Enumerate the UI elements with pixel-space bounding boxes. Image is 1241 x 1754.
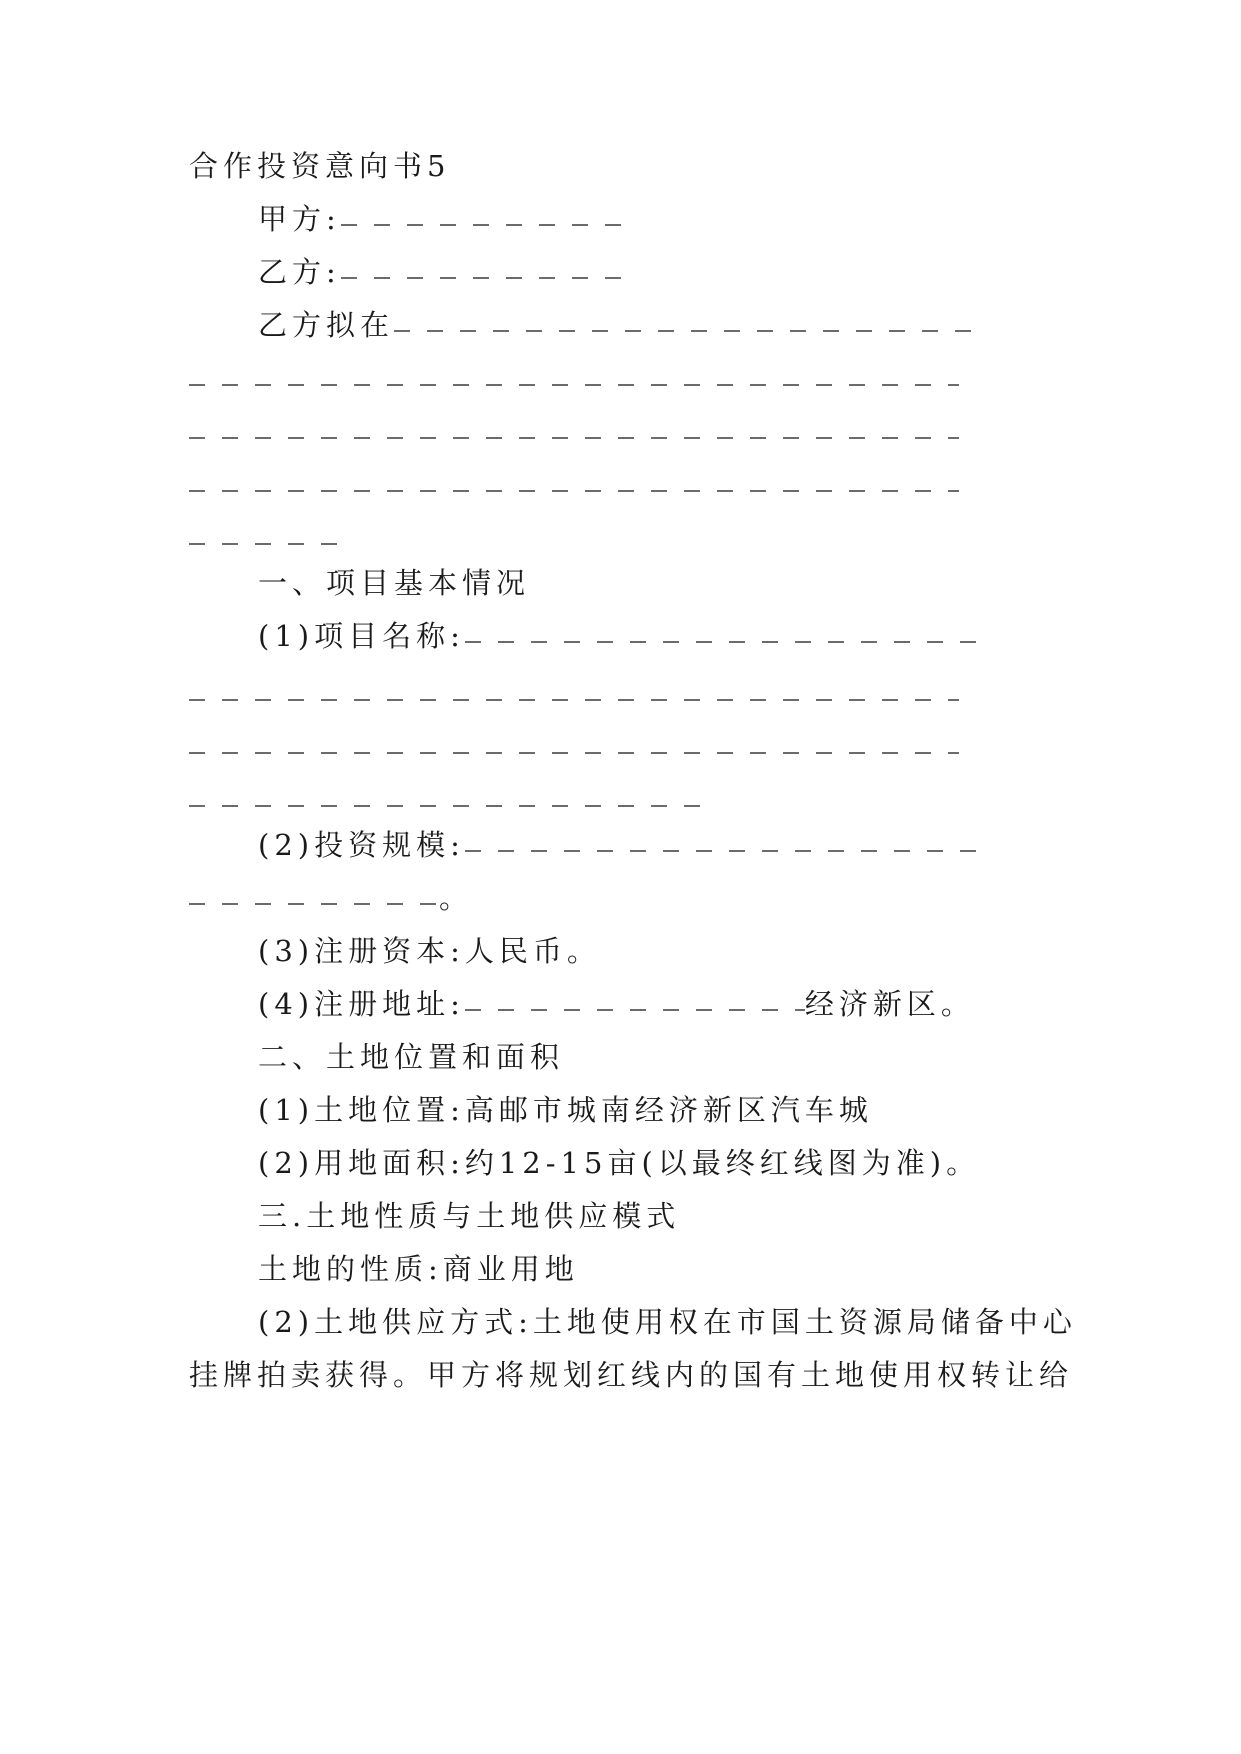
section1-heading: 一、项目基本情况 <box>258 566 531 600</box>
intent-blank-3[interactable] <box>189 437 959 439</box>
item1-label: (1)项目名称: <box>258 619 465 653</box>
project-name-blank-2[interactable] <box>189 699 959 701</box>
intent-blank-2[interactable] <box>189 384 959 386</box>
item2-suffix: 。 <box>439 881 474 915</box>
intent-blank-5[interactable] <box>189 543 339 545</box>
investment-blank-2[interactable] <box>189 903 439 905</box>
project-name-blank-1[interactable] <box>465 641 985 643</box>
item2-line-2 <box>189 878 1059 918</box>
party-a-blank[interactable] <box>341 224 631 226</box>
intent-prefix: 乙方拟在 <box>258 308 395 342</box>
land-nature: 土地的性质:商业用地 <box>258 1252 579 1286</box>
intent-line <box>258 305 1059 345</box>
document-title: 合作投资意向书5 <box>189 149 451 183</box>
address-blank[interactable] <box>465 1009 805 1011</box>
item4-suffix: 经济新区。 <box>804 987 975 1021</box>
project-name-blank-4[interactable] <box>189 805 709 807</box>
supply-line-2: 挂牌拍卖获得。甲方将规划红线内的国有土地使用权转让给 <box>189 1358 1074 1392</box>
intent-blank-4[interactable] <box>189 490 959 492</box>
party-a-label: 甲方: <box>258 202 341 236</box>
item2-line <box>258 825 1059 865</box>
project-name-blank-3[interactable] <box>189 752 959 754</box>
land-area: (2)用地面积:约12-15亩(以最终红线图为准)。 <box>258 1146 981 1180</box>
land-location: (1)土地位置:高邮市城南经济新区汽车城 <box>258 1093 873 1127</box>
party-a-line <box>258 199 1059 239</box>
supply-line-1: (2)土地供应方式:土地使用权在市国土资源局储备中心 <box>258 1305 1077 1339</box>
investment-blank-1[interactable] <box>465 850 985 852</box>
item1-line <box>258 616 1059 656</box>
section2-heading: 二、土地位置和面积 <box>258 1040 565 1074</box>
item3-line: (3)注册资本:人民币。 <box>258 934 601 968</box>
party-b-blank[interactable] <box>341 277 631 279</box>
item4-line <box>258 984 1059 1024</box>
party-b-label: 乙方: <box>258 255 341 289</box>
party-b-line <box>258 252 1059 292</box>
section3-heading: 三.土地性质与土地供应模式 <box>258 1199 681 1233</box>
intent-blank-1[interactable] <box>394 330 984 332</box>
item2-label: (2)投资规模: <box>258 828 465 862</box>
item4-label: (4)注册地址: <box>258 987 465 1021</box>
